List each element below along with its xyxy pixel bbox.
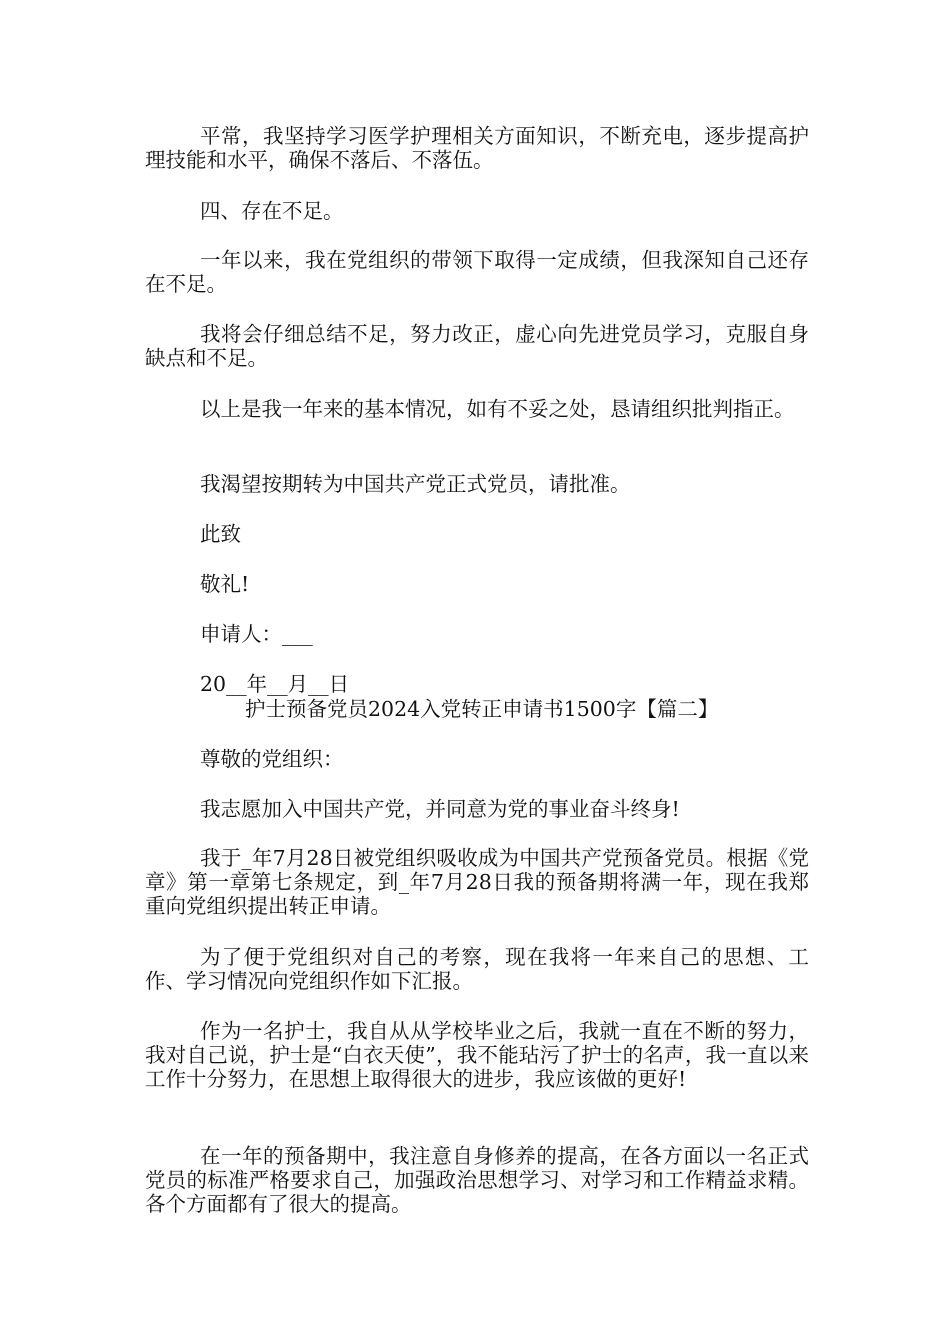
paragraph-pledge: 我志愿加入中国共产党，并同意为党的事业奋斗终身! [200, 797, 680, 821]
section-title: 护士预备党员2024入党转正申请书1500字【篇二】 [245, 697, 719, 721]
paragraph-shortcomings: 一年以来，我在党组织的带领下取得一定成绩，但我深知自己还存在不足。 [145, 248, 809, 296]
paragraph-request: 我渴望按期转为中国共产党正式党员，请批准。 [200, 472, 631, 496]
paragraph-study: 平常，我坚持学习医学护理相关方面知识，不断充电，逐步提高护理技能和水平，确保不落后、不落伍。 [145, 124, 809, 172]
applicant-line: 申请人：___ [200, 622, 313, 646]
paragraph-nurse: 作为一名护士，我自从从学校毕业之后，我就一直在不断的努力，我对自己说，护士是“白衣天使”，我不能玷污了护士的名声，我一直以来工作十分努力，在思想上取得很大的进步，我应该做的更好! [145, 1019, 809, 1091]
paragraph-report-intro: 为了便于党组织对自己的考察，现在我将一年来自己的思想、工作、学习情况向党组织作如下汇报。 [145, 945, 809, 993]
paragraph-summary: 以上是我一年来的基本情况，如有不妥之处，恳请组织批判指正。 [200, 397, 795, 421]
heading-shortcomings: 四、存在不足。 [200, 199, 344, 223]
date-line: 20__年__月__日 [200, 672, 350, 696]
paragraph-application: 我于_年7月28日被党组织吸收成为中国共产党预备党员。根据《党章》第一章第七条规定，到_年7月28日我的预备期将满一年，现在我郑重向党组织提出转正申请。 [145, 846, 809, 918]
closing-regards: 敬礼! [200, 572, 250, 596]
paragraph-probation: 在一年的预备期中，我注意自身修养的提高，在各方面以一名正式党员的标准严格要求自己，加强政治思想学习、对学习和工作精益求精。各个方面都有了很大的提高。 [145, 1144, 809, 1216]
paragraph-improve: 我将会仔细总结不足，努力改正，虚心向先进党员学习，克服自身缺点和不足。 [145, 322, 809, 370]
greeting: 尊敬的党组织： [200, 747, 344, 771]
closing-salutation: 此致 [200, 522, 241, 546]
